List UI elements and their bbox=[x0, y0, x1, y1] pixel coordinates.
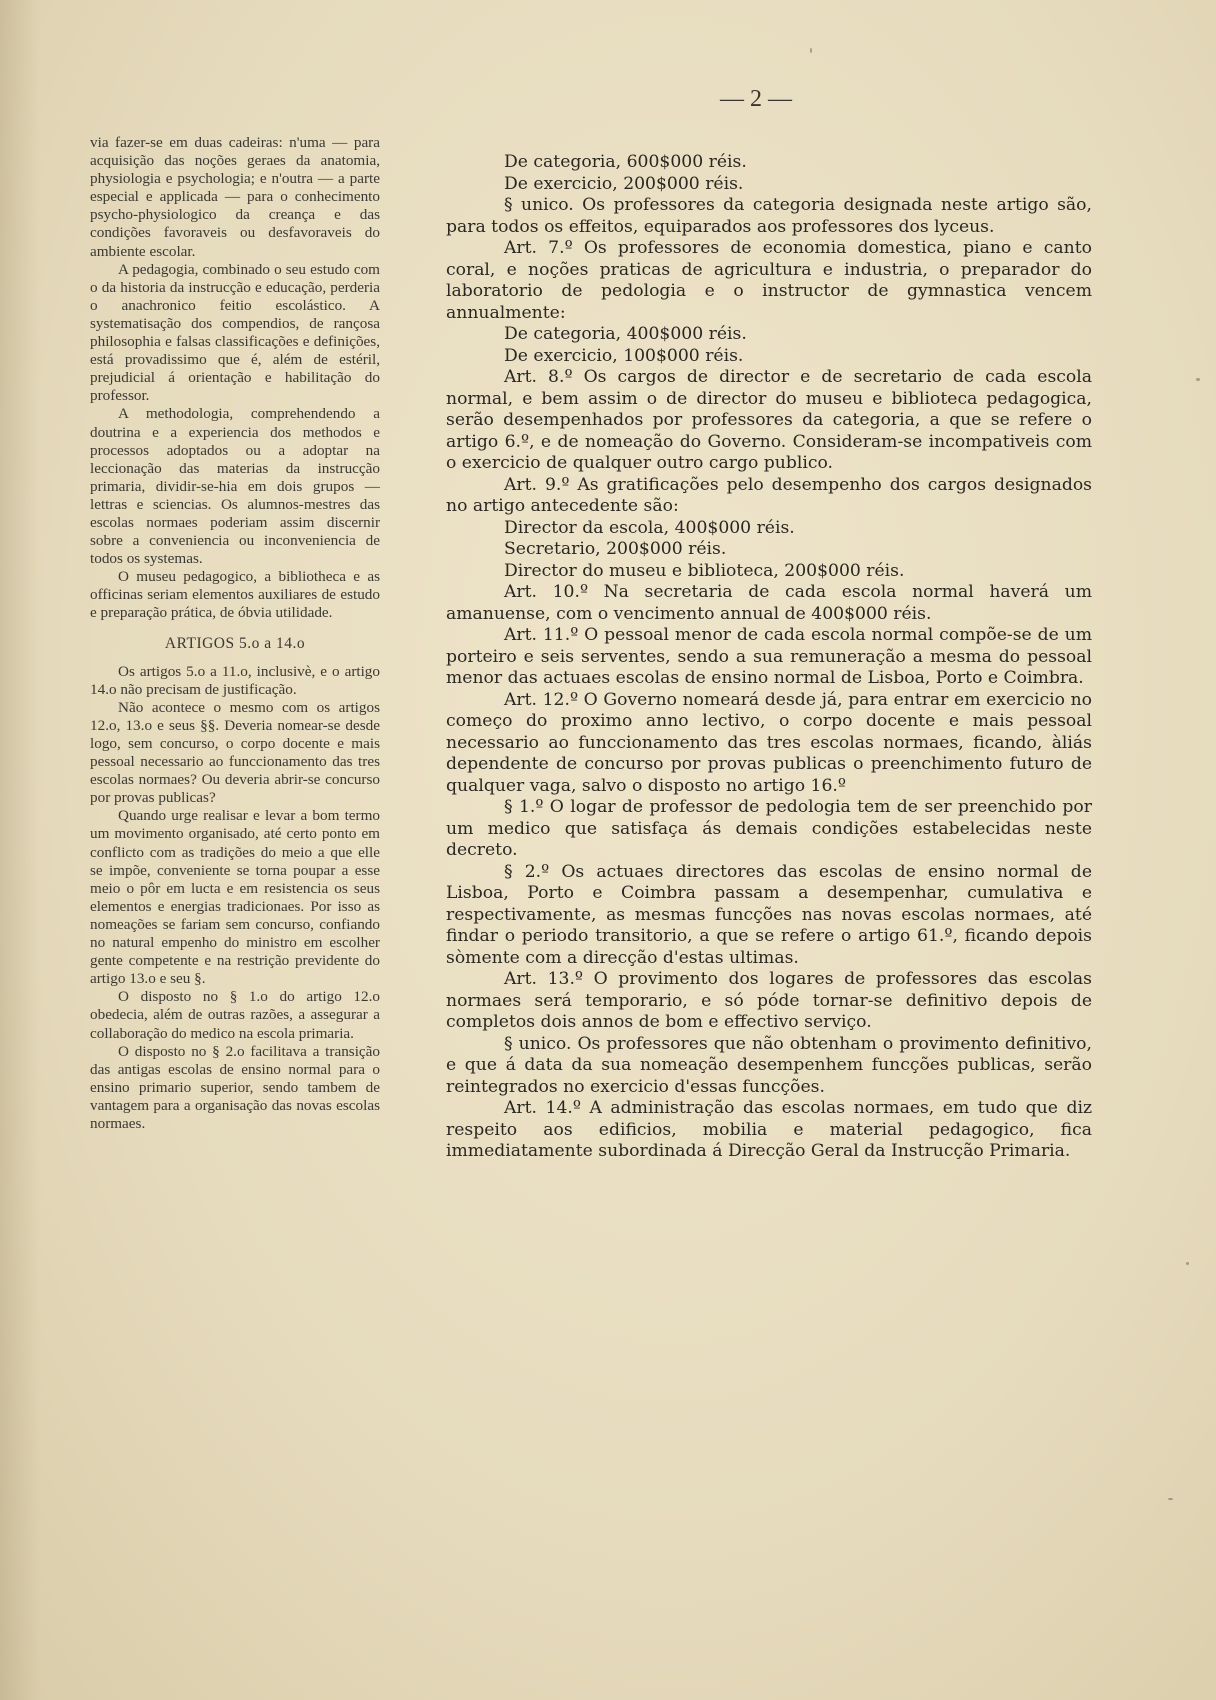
left-paragraph: O disposto no § 1.o do artigo 12.o obedecia, além de outras razões, a assegurar a collaboração do medico na escola primaria. bbox=[90, 988, 380, 1042]
article-paragraph: § 1.º O logar de professor de pedologia tem de ser preenchido por um medico que satisfaça ás demais condições estabelecidas neste decreto. bbox=[446, 797, 1092, 860]
article-paragraph: Art. 12.º O Governo nomeará desde já, para entrar em exercicio no começo do proximo anno lectivo, o corpo docente e mais pessoal necessario ao funccionamento das tres escolas normaes, ficando, àliás dependente de concurso por provas publicas o preenchimento futuro de qualquer vaga, salvo o disposto no artigo 16.º bbox=[446, 689, 1092, 796]
article-paragraph: § unico. Os professores da categoria designada neste artigo são, para todos os effeitos, equiparados aos professores dos lyceus. bbox=[446, 195, 1092, 237]
page-number: — 2 — bbox=[720, 86, 792, 112]
article-paragraph: Art. 11.º O pessoal menor de cada escola normal compõe-se de um porteiro e seis serventes, sendo a sua remuneração a mesma do pessoal menor das actuaes escolas de ensino normal de Lisboa, Porto e Coimbra. bbox=[446, 625, 1092, 688]
left-paragraph: Quando urge realisar e levar a bom termo um movimento organisado, até certo ponto em conflicto com as tradições do meio a que elle se impõe, conveniente se torna poupar a esse meio o pôr em lucta e em resistencia os seus elementos e energias tradicionaes. Por isso as nomeações se fariam sem concurso, confiando no natural empenho do ministro em escolher gente competente e na restrição previdente do artigo 13.o e seu §. bbox=[90, 807, 380, 988]
left-paragraph: Os artigos 5.o a 11.o, inclusivè, e o artigo 14.o não precisam de justificação. bbox=[90, 662, 380, 698]
article-paragraph: Art. 9.º As gratificações pelo desempenho dos cargos designados no artigo antecedente são: bbox=[446, 474, 1092, 516]
left-column bbox=[90, 134, 380, 1133]
article-paragraph: § 2.º Os actuaes directores das escolas de ensino normal de Lisboa, Porto e Coimbra passam a desempenhar, cumulativa e respectivamente, as mesmas funcções nas novas escolas normaes, até findar o periodo transitorio, a que se refere o artigo 61.º, ficando depois sòmente com a direcção d'estas ultimas. bbox=[446, 861, 1092, 968]
article-paragraph: Art. 7.º Os professores de economia domestica, piano e canto coral, e noções praticas de agricultura e industria, o preparador do laboratorio de pedologia e o instructor de gymnastica vencem annualmente: bbox=[446, 238, 1092, 323]
article-paragraph: De exercicio, 100$000 réis. bbox=[504, 345, 744, 366]
article-paragraph: De exercicio, 200$000 réis. bbox=[504, 173, 744, 194]
left-paragraph: A methodologia, comprehendendo a doutrina e a experiencia dos methodos e processos adoptados ou a adoptar na leccionação das materias da instrucção primaria, dividir-se-hia em dois grupos — lettras e sciencias. Os alumnos-mestres das escolas normaes poderiam assim discernir sobre a conveniencia ou inconveniencia de todos os systemas. bbox=[90, 405, 380, 568]
left-paragraph: O museu pedagogico, a bibliotheca e as officinas seriam elementos auxiliares de estudo e preparação prática, de óbvia utilidade. bbox=[90, 568, 380, 622]
article-paragraph: Director do museu e biblioteca, 200$000 réis. bbox=[504, 560, 905, 581]
left-paragraph: via fazer-se em duas cadeiras: n'uma — para acquisição das noções geraes da anatomia, physiologia e psychologia; e n'outra — a parte especial e applicada — para o conhecimento psycho-physiologico da creança e das condições favoraveis ou desfavoraveis do ambiente escolar. bbox=[90, 134, 380, 260]
paper-speck bbox=[1186, 1262, 1189, 1265]
article-paragraph: Art. 8.º Os cargos de director e de secretario de cada escola normal, e bem assim o de director do museu e biblioteca pedagogica, serão desempenhados por professores da categoria, a que se refere o artigo 6.º, e de nomeação do Governo. Consideram-se incompativeis com o exercicio de qualquer outro cargo publico. bbox=[446, 367, 1092, 473]
left-paragraph: Não acontece o mesmo com os artigos 12.o, 13.o e seus §§. Deveria nomear-se desde logo, sem concurso, o corpo docente e mais pessoal necessario ao funccionamento das tres escolas normaes? Ou deveria abrir-se concurso por provas publicas? bbox=[90, 698, 380, 807]
paper-speck bbox=[810, 48, 812, 53]
article-paragraph: De categoria, 600$000 réis. bbox=[504, 152, 747, 172]
article-paragraph: § unico. Os professores que não obtenham o provimento definitivo, e que á data da sua nomeação desempenhem funcções publicas, serão reintegrados no exercicio d'essas funcções. bbox=[446, 1033, 1092, 1097]
paper-speck bbox=[1196, 378, 1200, 381]
article-paragraph: Art. 14.º A administração das escolas normaes, em tudo que diz respeito aos edificios, mobilia e material pedagogico, fica immediatamente subordinada á Direcção Geral da Instrucção Primaria. bbox=[446, 1098, 1092, 1161]
article-paragraph: Secretario, 200$000 réis. bbox=[504, 539, 727, 559]
paper-speck bbox=[1168, 1498, 1173, 1500]
article-paragraph: Art. 10.º Na secretaria de cada escola normal haverá um amanuense, com o vencimento annual de 400$000 réis. bbox=[446, 582, 1092, 624]
page-edge-shadow bbox=[0, 0, 40, 1700]
article-paragraph: Director da escola, 400$000 réis. bbox=[504, 517, 795, 538]
left-paragraph: A pedagogia, combinado o seu estudo com o da historia da instrucção e educação, perderia o anachronico feitio escolástico. A systematisação dos compendios, de rançosa philosophia e falsas classificações e definições, está provadissimo que é, além de estéril, prejudicial á orientação e habilitação do professor. bbox=[90, 260, 380, 405]
left-paragraph: O disposto no § 2.o facilitava a transição das antigas escolas de ensino normal para o ensino primario superior, sendo tambem de vantagem para a organisação das novas escolas normaes. bbox=[90, 1042, 380, 1132]
article-paragraph: De categoria, 400$000 réis. bbox=[504, 324, 747, 344]
right-column bbox=[446, 152, 1092, 1163]
article-paragraph: Art. 13.º O provimento dos logares de professores das escolas normaes será temporario, e só póde tornar-se definitivo depois de completos dois annos de bom e effectivo serviço. bbox=[446, 969, 1092, 1032]
section-heading: ARTIGOS 5.o a 14.o bbox=[164, 634, 306, 652]
